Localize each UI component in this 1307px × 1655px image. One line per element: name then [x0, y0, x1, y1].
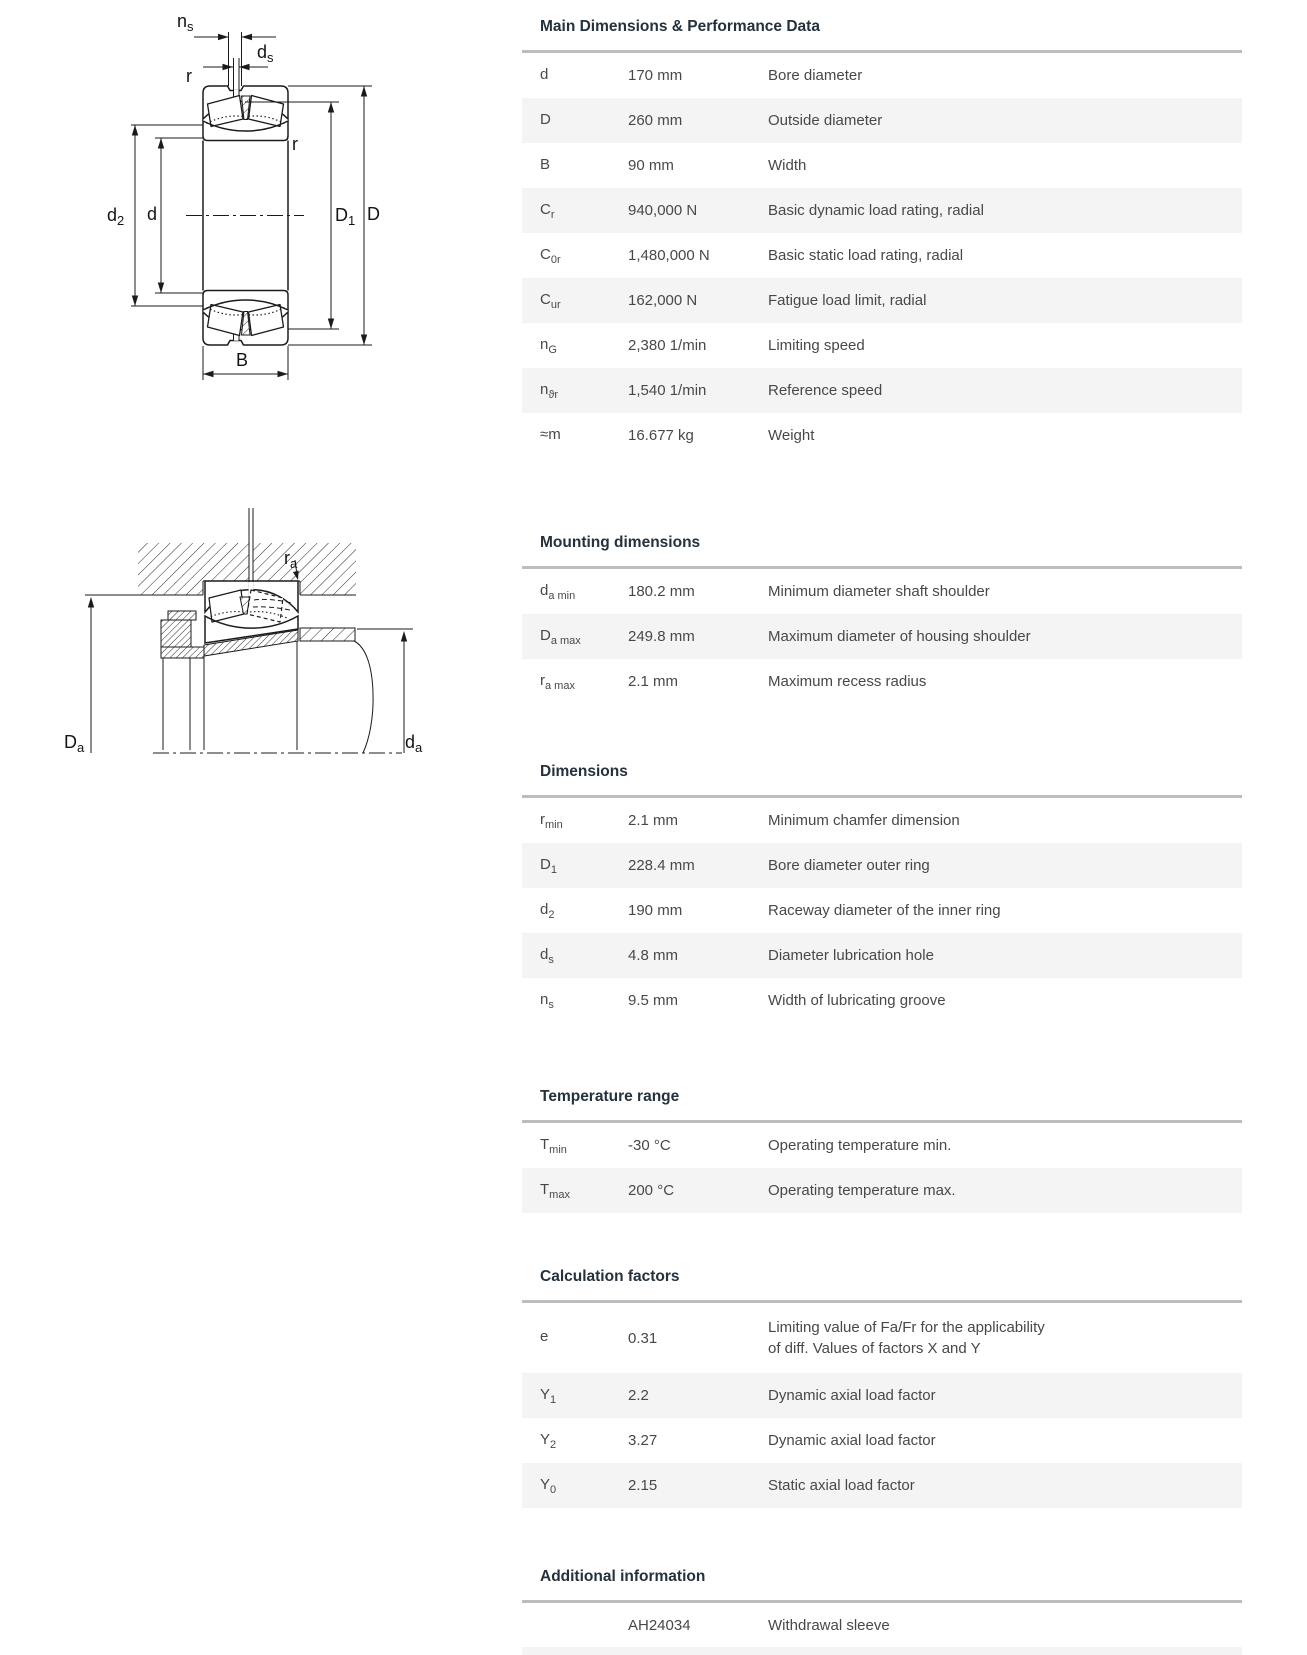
table-row: [522, 888, 1242, 933]
value-cell: -30 °C: [628, 1137, 671, 1154]
value-cell: 1,480,000 N: [628, 247, 710, 264]
symbol-cell: $d_s$: [540, 945, 554, 966]
table-row: [522, 659, 1242, 704]
section-title: Additional information: [540, 1568, 706, 1585]
description-cell: Minimum diameter shaft shoulder: [768, 583, 990, 600]
symbol-cell: $Y_1$: [540, 1385, 557, 1406]
symbol-cell: e: [540, 1328, 549, 1345]
value-cell: 228.4 mm: [628, 857, 695, 874]
symbol-cell: $d_2$: [540, 900, 555, 921]
table: [522, 1603, 1242, 1648]
symbol-cell: d: [540, 65, 549, 83]
symbol-cell: D: [540, 110, 551, 128]
label-ra: $r_a$: [284, 548, 298, 571]
value-cell: 2.15: [628, 1477, 658, 1494]
value-cell: 190 mm: [628, 902, 683, 919]
symbol-cell: $D_1$: [540, 855, 557, 876]
table-row: [522, 413, 1242, 458]
description-cell: Dynamic axial load factor: [768, 1387, 936, 1404]
table-row: [522, 233, 1242, 278]
table-row: [522, 1303, 1242, 1373]
table: [522, 53, 1242, 458]
description-cell: Withdrawal sleeve: [768, 1617, 890, 1634]
description-cell: Basic static load rating, radial: [768, 247, 964, 264]
section-additional-information: [522, 1567, 1242, 1648]
label-ns: $n_s$: [177, 11, 194, 34]
label-r-inner: r: [292, 134, 298, 154]
symbol-cell: $Y_0$: [540, 1475, 557, 1496]
table-row: [522, 278, 1242, 323]
value-cell: 170 mm: [628, 67, 683, 84]
description-cell: Minimum chamfer dimension: [768, 812, 960, 829]
description-cell: Limiting value of Fa/Fr for the applicability of diff. Values of factors X and Y: [768, 1319, 1045, 1357]
table-row: [522, 614, 1242, 659]
table-row: [522, 98, 1242, 143]
label-d2: $d_2$: [107, 205, 125, 228]
table-row: [522, 1603, 1242, 1648]
table-row: [522, 978, 1242, 1023]
lubrication-hole: [229, 32, 242, 341]
section-dimensions: [522, 762, 1242, 1023]
description-cell: Reference speed: [768, 382, 883, 399]
value-cell: 162,000 N: [628, 292, 698, 309]
section-main-dimensions: [522, 17, 1242, 458]
symbol-cell: ≈m: [540, 425, 561, 443]
section-title: Main Dimensions & Performance Data: [540, 18, 820, 35]
label-d: d: [147, 204, 158, 224]
description-cell: Basic dynamic load rating, radial: [768, 202, 984, 219]
symbol-cell: B: [540, 155, 551, 173]
description-cell: Bore diameter outer ring: [768, 857, 930, 874]
label-D1: $D_1$: [335, 205, 356, 228]
value-cell: 0.31: [628, 1329, 658, 1347]
table-row: [522, 1373, 1242, 1418]
table-row: [522, 188, 1242, 233]
symbol-cell: $D_{a max}$: [540, 626, 581, 647]
description-cell: Weight: [768, 427, 815, 444]
description-cell: Width of lubricating groove: [768, 992, 946, 1009]
description-cell: Operating temperature max.: [768, 1182, 956, 1199]
value-cell: 260 mm: [628, 112, 683, 129]
table-row: [522, 843, 1242, 888]
symbol-cell: $r_{min}$: [540, 810, 563, 831]
section-calculation-factors: [522, 1267, 1242, 1508]
value-cell: 90 mm: [628, 157, 674, 174]
section-title: Mounting dimensions: [540, 534, 701, 551]
mounting-dimensions-drawing: [55, 495, 425, 775]
table-row: [522, 1418, 1242, 1463]
value-cell: 3.27: [628, 1432, 658, 1449]
value-cell: 2.2: [628, 1387, 649, 1404]
table: [522, 1123, 1242, 1213]
table-row: [522, 933, 1242, 978]
value-cell: 4.8 mm: [628, 947, 679, 964]
value-cell: 16.677 kg: [628, 427, 694, 444]
partial-next-row: [522, 1647, 1242, 1655]
table-row: [522, 569, 1242, 614]
symbol-cell: $Y_2$: [540, 1430, 557, 1451]
description-cell: Width: [768, 157, 807, 174]
table-row: [522, 53, 1242, 98]
label-da: $d_a$: [405, 732, 423, 755]
label-r-outer: r: [186, 66, 192, 86]
housing: [85, 543, 356, 595]
symbol-cell: $C_{0r}$: [540, 245, 561, 266]
section-title: Dimensions: [540, 763, 628, 780]
description-cell: Fatigue load limit, radial: [768, 292, 927, 309]
label-ds: $d_s$: [257, 42, 274, 65]
description-cell: Static axial load factor: [768, 1477, 915, 1494]
value-cell: 2.1 mm: [628, 673, 679, 690]
value-cell: 2.1 mm: [628, 812, 679, 829]
symbol-cell: $n_s$: [540, 990, 554, 1011]
section-title: Calculation factors: [540, 1268, 680, 1285]
symbol-cell: $T_{min}$: [540, 1135, 567, 1156]
bearing-cross-section-drawing: [95, 5, 395, 395]
description-cell: Raceway diameter of the inner ring: [768, 902, 1001, 919]
table: [522, 1303, 1242, 1508]
value-cell: 249.8 mm: [628, 628, 695, 645]
symbol-cell: $n_{ϑr}$: [540, 380, 559, 401]
label-D: D: [367, 204, 380, 224]
symbol-cell: $r_{a max}$: [540, 671, 575, 692]
section-temperature-range: [522, 1087, 1242, 1213]
description-cell: Diameter lubrication hole: [768, 947, 934, 964]
symbol-cell: $T_{max}$: [540, 1180, 570, 1201]
label-B: B: [236, 350, 249, 370]
description-cell: Dynamic axial load factor: [768, 1432, 936, 1449]
table-row: [522, 1123, 1242, 1168]
symbol-cell: $C_r$: [540, 200, 555, 221]
table-row: [522, 323, 1242, 368]
value-cell: 180.2 mm: [628, 583, 695, 600]
section-title: Temperature range: [540, 1088, 680, 1105]
value-cell: 200 °C: [628, 1182, 675, 1199]
description-cell: Bore diameter: [768, 67, 863, 84]
description-cell: Maximum recess radius: [768, 673, 927, 690]
description-cell: Outside diameter: [768, 112, 883, 129]
value-cell: 2,380 1/min: [628, 337, 707, 354]
label-Da: $D_a$: [64, 732, 85, 755]
symbol-cell: $n_G$: [540, 335, 557, 356]
table-row: [522, 1463, 1242, 1508]
value-cell: 1,540 1/min: [628, 382, 707, 399]
table: [522, 798, 1242, 1023]
section-mounting-dimensions: [522, 533, 1242, 704]
table-row: [522, 1168, 1242, 1213]
symbol-cell: $C_{ur}$: [540, 290, 561, 311]
symbol-cell: $d_{a min}$: [540, 581, 576, 602]
description-cell: Limiting speed: [768, 337, 865, 354]
description-cell: Operating temperature min.: [768, 1137, 952, 1154]
table-row: [522, 368, 1242, 413]
value-cell: AH24034: [628, 1617, 691, 1634]
description-cell: Maximum diameter of housing shoulder: [768, 628, 1031, 645]
table: [522, 569, 1242, 704]
table-row: [522, 143, 1242, 188]
value-cell: 9.5 mm: [628, 992, 679, 1009]
table-row: [522, 798, 1242, 843]
value-cell: 940,000 N: [628, 202, 698, 219]
